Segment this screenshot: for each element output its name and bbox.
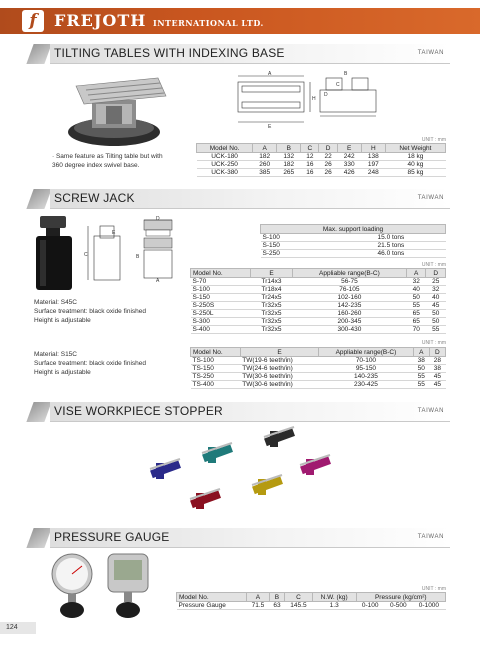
table-cell: UCK-380 (197, 169, 253, 177)
table-cell: 56-75 (292, 278, 406, 286)
height-note: Height is adjustable (34, 317, 91, 324)
jack2-unit: UNIT : mm (421, 340, 446, 346)
table-cell: 55 (426, 326, 446, 334)
col-header: D (426, 269, 446, 278)
table-cell: 260 (253, 161, 277, 169)
table-cell: 40 kg (385, 161, 445, 169)
table-cell: 45 (429, 373, 445, 381)
col-header: E (337, 144, 361, 153)
table-row (191, 286, 446, 294)
table-cell: S-100 (261, 234, 337, 242)
table-row (261, 250, 446, 258)
table-cell: 300-430 (292, 326, 406, 334)
table-row (191, 326, 446, 334)
table-cell: 76-105 (292, 286, 406, 294)
table-cell: 200-345 (292, 318, 406, 326)
col-header: Model No. (177, 593, 247, 602)
table-cell: S-250S (191, 302, 251, 310)
table-cell: 40 (426, 294, 446, 302)
table-cell: Tr32x5 (251, 302, 293, 310)
table-cell: Tr24x5 (251, 294, 293, 302)
height-note: Height is adjustable (34, 369, 91, 376)
jack1-unit: UNIT : mm (421, 262, 446, 268)
table-cell: Tr32x5 (251, 310, 293, 318)
table-cell: 55 (413, 381, 429, 389)
col-header: D (319, 144, 337, 153)
brand-header (0, 8, 480, 34)
table-cell: 50 (413, 365, 429, 373)
tilting-table-photo (62, 70, 172, 150)
table-cell: TW(19-6 teeth/in) (240, 357, 318, 365)
col-header: B (269, 593, 284, 602)
table-cell: 132 (277, 153, 301, 161)
table-cell: 102-160 (292, 294, 406, 302)
table-cell: 0-100 (356, 602, 384, 610)
table-cell: S-250L (191, 310, 251, 318)
dia-label-h: H (312, 96, 316, 102)
table-cell: S-250 (261, 250, 337, 258)
section-tab (26, 189, 51, 209)
col-header: D (429, 348, 445, 357)
table-cell: 55 (406, 302, 426, 310)
dia-label-b: B (136, 254, 140, 260)
dia-label-d: D (156, 216, 160, 222)
col-header: A (406, 269, 426, 278)
table-cell: 145.5 (285, 602, 313, 610)
table-cell: 26 (319, 169, 337, 177)
table-cell: 40 (406, 286, 426, 294)
table-cell: 230-425 (319, 381, 413, 389)
dia-label-d: D (324, 92, 328, 98)
pressure-gauge-table (176, 592, 446, 610)
table-cell: 55 (413, 373, 429, 381)
table-cell: Tr32x5 (251, 326, 293, 334)
section-header-pressure-gauge (30, 528, 450, 548)
vise-stopper (202, 443, 233, 463)
table-row (191, 302, 446, 310)
table-cell: 45 (426, 302, 446, 310)
table-cell: 50 (426, 318, 446, 326)
brand-suffix: INTERNATIONAL LTD. (152, 18, 264, 28)
table-cell: 70 (406, 326, 426, 334)
col-header: Max. support loading (261, 225, 446, 234)
vise-stopper (252, 475, 283, 495)
col-header: Model No. (191, 348, 241, 357)
table-cell: S-300 (191, 318, 251, 326)
section-header-vise-stopper (30, 402, 450, 422)
vise-stopper (300, 455, 331, 475)
col-header: A (247, 593, 270, 602)
table-row (191, 373, 446, 381)
table-cell: S-150 (191, 294, 251, 302)
page-number: 124 (0, 622, 36, 634)
section-tab (26, 528, 51, 548)
table-cell: 160-260 (292, 310, 406, 318)
col-header: Model No. (191, 269, 251, 278)
jack2-notes (34, 350, 146, 377)
table-cell: 265 (277, 169, 301, 177)
section-country: TAIWAN (417, 50, 444, 56)
table-cell: 85 kg (385, 169, 445, 177)
surface-note: Surface treatment: black oxide finished (34, 360, 147, 367)
table-cell: TS-250 (191, 373, 241, 381)
section-country: TAIWAN (417, 534, 444, 540)
table-cell: TW(30-6 teeth/in) (240, 381, 318, 389)
table-cell: S-100 (191, 286, 251, 294)
table-header-row (191, 348, 446, 357)
tilting-desc-line-2: 360 degree index swivel base. (52, 162, 140, 169)
table-cell: TS-150 (191, 365, 241, 373)
brand-name-text: FREJOTH (54, 11, 147, 30)
table-cell: 46.0 tons (336, 250, 445, 258)
screw-jack-diagram (84, 216, 180, 282)
dia-label-a: A (156, 278, 160, 282)
table-cell: Tr18x4 (251, 286, 293, 294)
brand-name (54, 11, 264, 30)
section-title: TILTING TABLES WITH INDEXING BASE (54, 46, 285, 60)
tilting-table-diagram (232, 70, 382, 130)
table-cell: 248 (361, 169, 385, 177)
table-cell: 22 (319, 153, 337, 161)
table-cell: 21.5 tons (336, 242, 445, 250)
table-cell: 38 (429, 365, 445, 373)
table-row (197, 153, 446, 161)
table-cell: S-70 (191, 278, 251, 286)
table-cell: 242 (337, 153, 361, 161)
vise-stopper (190, 489, 221, 509)
table-row (177, 602, 446, 610)
tilting-unit: UNIT : mm (421, 137, 446, 143)
table-cell: 385 (253, 169, 277, 177)
table-row (191, 357, 446, 365)
table-cell: 32 (406, 278, 426, 286)
dia-label-e: E (268, 124, 272, 130)
col-header: Net Weight (385, 144, 445, 153)
table-cell: Tr14x3 (251, 278, 293, 286)
table-cell: 38 (413, 357, 429, 365)
table-cell: 50 (426, 310, 446, 318)
surface-note: Surface treatment: black oxide finished (34, 308, 147, 315)
table-cell: TS-100 (191, 357, 241, 365)
dia-label-c: C (336, 82, 340, 88)
section-tab (26, 44, 51, 64)
table-row (261, 242, 446, 250)
table-cell: 32 (426, 286, 446, 294)
table-header-row (261, 225, 446, 234)
table-cell: 25 (426, 278, 446, 286)
table-cell: S-150 (261, 242, 337, 250)
load-table (260, 224, 446, 258)
table-row (191, 294, 446, 302)
table-cell: 12 (301, 153, 319, 161)
tilting-spec-table (196, 143, 446, 177)
table-cell: TS-400 (191, 381, 241, 389)
col-header: Appliable range(B-C) (292, 269, 406, 278)
table-cell: 16 (301, 169, 319, 177)
col-header: B (277, 144, 301, 153)
col-header: C (301, 144, 319, 153)
table-cell: UCK-180 (197, 153, 253, 161)
col-header: C (285, 593, 313, 602)
table-cell: TW(24-6 teeth/in) (240, 365, 318, 373)
table-cell: 142-235 (292, 302, 406, 310)
table-cell: 95-150 (319, 365, 413, 373)
table-cell: 26 (319, 161, 337, 169)
table-cell: 426 (337, 169, 361, 177)
vise-stopper (150, 459, 181, 479)
table-header-row (191, 269, 446, 278)
material-note: Material: S15C (34, 351, 77, 358)
col-header: Appliable range(B-C) (319, 348, 413, 357)
tilting-desc-line-1: · Same feature as Tilting table but with (52, 153, 163, 160)
table-cell: 1.3 (312, 602, 356, 610)
jack1-notes (34, 298, 146, 325)
gauge-unit: UNIT : mm (421, 586, 446, 592)
table-row (261, 234, 446, 242)
screw-jack-s-table (190, 268, 446, 334)
table-header-row (197, 144, 446, 153)
col-header: Model No. (197, 144, 253, 153)
table-cell: 330 (337, 161, 361, 169)
table-cell: Pressure Gauge (177, 602, 247, 610)
col-header: E (240, 348, 318, 357)
table-cell: 18 kg (385, 153, 445, 161)
dia-label-a: A (268, 71, 272, 77)
table-cell: 197 (361, 161, 385, 169)
dia-label-c: C (84, 252, 88, 258)
table-cell: 50 (406, 294, 426, 302)
table-row (197, 161, 446, 169)
table-cell: 140-235 (319, 373, 413, 381)
tilting-description (52, 152, 163, 170)
section-title: SCREW JACK (54, 191, 135, 205)
table-row (191, 318, 446, 326)
section-country: TAIWAN (417, 408, 444, 414)
dia-label-b: B (344, 71, 348, 77)
table-cell: 70-100 (319, 357, 413, 365)
section-tab (26, 402, 51, 422)
dia-label-e: E (112, 230, 116, 236)
col-header: N.W. (kg) (312, 593, 356, 602)
table-cell: 0-500 (384, 602, 412, 610)
col-header: E (251, 269, 293, 278)
table-cell: 45 (429, 381, 445, 389)
col-header: A (253, 144, 277, 153)
table-cell: 65 (406, 318, 426, 326)
table-cell: S-400 (191, 326, 251, 334)
col-header: Pressure (kg/cm²) (356, 593, 445, 602)
table-cell: Tr32x5 (251, 318, 293, 326)
screw-jack-photo (34, 214, 86, 294)
section-title: PRESSURE GAUGE (54, 530, 170, 544)
table-cell: 182 (277, 161, 301, 169)
table-cell: 182 (253, 153, 277, 161)
col-header: H (361, 144, 385, 153)
table-cell: 0-1000 (412, 602, 445, 610)
table-cell: TW(30-6 teeth/in) (240, 373, 318, 381)
material-note: Material: S45C (34, 299, 77, 306)
table-cell: UCK-250 (197, 161, 253, 169)
table-cell: 15.0 tons (336, 234, 445, 242)
table-cell: 65 (406, 310, 426, 318)
table-row (191, 365, 446, 373)
table-cell: 16 (301, 161, 319, 169)
col-header: A (413, 348, 429, 357)
brand-logo: f (22, 10, 44, 32)
vise-stopper-photo (120, 425, 340, 525)
table-row (191, 278, 446, 286)
table-cell: 63 (269, 602, 284, 610)
vise-stopper (264, 427, 295, 447)
table-row (197, 169, 446, 177)
screw-jack-ts-table (190, 347, 446, 389)
table-row (191, 310, 446, 318)
section-country: TAIWAN (417, 195, 444, 201)
section-header-tilting (30, 44, 450, 64)
pressure-gauge-photo (48, 550, 160, 622)
table-header-row (177, 593, 446, 602)
table-cell: 138 (361, 153, 385, 161)
table-cell: 71.5 (247, 602, 270, 610)
table-cell: 28 (429, 357, 445, 365)
section-title: VISE WORKPIECE STOPPER (54, 404, 223, 418)
section-header-screw-jack (30, 189, 450, 209)
table-row (191, 381, 446, 389)
